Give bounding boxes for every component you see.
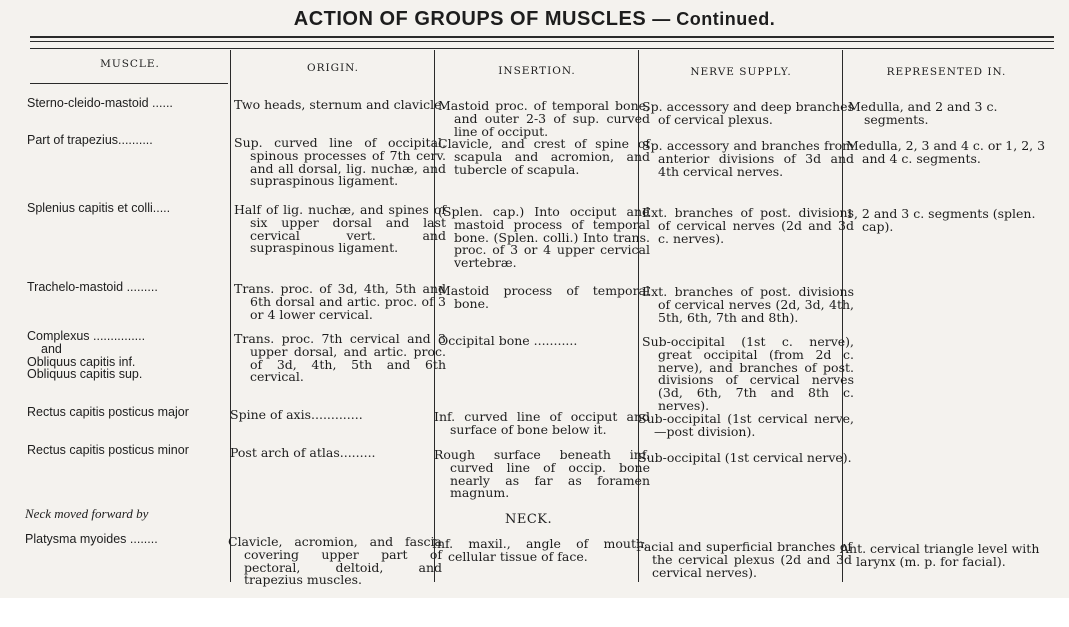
header-nerve-supply: NERVE SUPPLY.	[690, 66, 792, 78]
nerve-cell: Ext. branches of post. divisions of cervical nerves (2d, 3d, 4th, 5th, 6th, 7th and 8th).	[642, 284, 854, 325]
muscle-line-and: and	[41, 341, 62, 356]
nerve-cell: Sp. accessory and branches from anterior divisions of 3d and 4th cervical nerves.	[642, 138, 854, 179]
insertion-cell: Inf. curved line of occiput and surface of bone below it.	[434, 409, 650, 437]
nerve-cell: Sub-occipital (1st cervical nerve,—post division).	[638, 411, 854, 439]
muscle-name: Rectus capitis posticus major	[27, 405, 189, 419]
represented-cell: Ant. cervical triangle level with larynx (m. p. for facial).	[840, 541, 1040, 569]
header-rule	[30, 83, 228, 84]
nerve-cell: Facial and superficial branches of the cervical plexus (2d and 3d cervical nerves).	[636, 539, 852, 580]
muscle-line: Obliquus capitis inf.	[27, 354, 136, 369]
muscle-name: Sterno-cleido-mastoid ......	[27, 96, 173, 110]
top-rule-thick	[30, 36, 1054, 38]
muscle-name-complexus	[27, 330, 227, 381]
origin-cell: Trans. proc. 7th cervical and 3 upper dorsal, and artic. proc. of 3d, 4th, 5th and 6th cervical.	[234, 331, 446, 385]
header-represented-in: REPRESENTED IN.	[886, 66, 1007, 78]
insertion-cell: (Splen. cap.) Into occiput and mastoid process of temporal bone. (Splen. colli.) Into trans. proc. of 3 or 4 upper cervical vertebræ.	[438, 204, 650, 271]
header-insertion: INSERTION.	[498, 65, 576, 77]
nerve-cell: Ext. branches of post. divisions of cervical nerves (2d and 3d c. nerves).	[642, 205, 854, 246]
nerve-cell: Sub-occipital (1st c. nerve), great occipital (from 2d c. nerve), and branches of post. divisions of cervical nerves (3d, 6th, 7th and 8th c. nerves).	[642, 334, 854, 413]
muscle-name: Trachelo-mastoid .........	[27, 280, 158, 294]
column-divider-1	[230, 50, 231, 582]
title-main: ACTION OF GROUPS OF MUSCLES	[293, 8, 647, 30]
section-subheading: Neck moved forward by	[25, 506, 149, 521]
represented-cell: Medulla, and 2 and 3 c. segments.	[848, 99, 998, 127]
nerve-cell: Sp. accessory and deep branches of cervical plexus.	[642, 99, 854, 127]
origin-cell: Post arch of atlas.........	[230, 445, 376, 460]
origin-cell: Half of lig. nuchæ, and spines of six upper dorsal and last cervical vert. and supraspinous ligament.	[234, 202, 446, 256]
header-muscle: MUSCLE.	[100, 58, 160, 70]
insertion-cell: Rough surface beneath inf. curved line of occip. bone nearly as far as foramen magnum.	[434, 447, 650, 501]
insertion-cell: Inf. maxil., angle of mouth, cellular tissue of face.	[432, 536, 648, 564]
page-title	[0, 8, 1069, 31]
insertion-cell: Clavicle, and crest of spine of scapula and acromion, and tubercle of scapula.	[438, 136, 650, 177]
muscle-name: Part of trapezius..........	[27, 133, 153, 147]
muscle-name: Platysma myoides ........	[25, 532, 158, 546]
insertion-cell: Mastoid proc. of temporal bone, and outer 2-3 of sup. curved line of occiput.	[438, 98, 650, 139]
muscle-name: Rectus capitis posticus minor	[27, 443, 189, 457]
origin-cell: Sup. curved line of occipital, spinous processes of 7th cerv. and all dorsal, lig. nuchæ, and supraspinous ligament.	[234, 135, 446, 189]
origin-cell: Clavicle, acromion, and fascia covering upper part of pectoral, deltoid, and trapezius muscles.	[228, 534, 442, 588]
muscle-line: Complexus ...............	[27, 329, 146, 343]
nerve-cell: Sub-occipital (1st cervical nerve).	[638, 450, 852, 465]
represented-cell: 1, 2 and 3 c. segments (splen. cap).	[846, 206, 1036, 234]
insertion-cell: Occipital bone ...........	[438, 333, 578, 348]
top-rule-thin	[30, 41, 1054, 42]
represented-cell: Medulla, 2, 3 and 4 c. or 1, 2, 3 and 4 c. segments.	[846, 138, 1046, 166]
origin-cell: Two heads, sternum and clavicle.	[234, 97, 446, 112]
muscle-line: Obliquus capitis sup.	[27, 367, 143, 382]
origin-cell: Spine of axis.............	[230, 407, 363, 422]
title-suffix: — Continued.	[652, 9, 776, 29]
top-rule-thin-2	[30, 48, 1054, 49]
muscle-name: Splenius capitis et colli.....	[27, 201, 171, 215]
header-origin: ORIGIN.	[306, 62, 360, 74]
insertion-cell: Mastoid process of temporal bone.	[438, 283, 650, 311]
origin-cell: Trans. proc. of 3d, 4th, 5th and 6th dorsal and artic. proc. of 3 or 4 lower cervical.	[234, 281, 446, 322]
section-title-neck: NECK.	[505, 512, 553, 527]
